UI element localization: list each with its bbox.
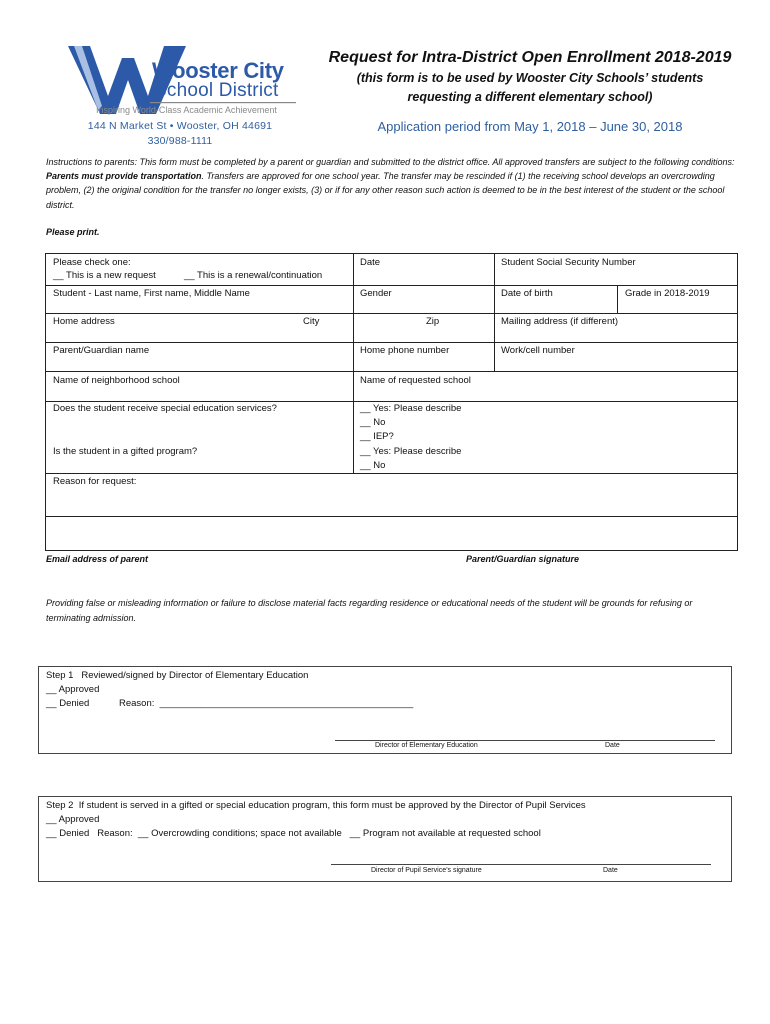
false-information-warning: Providing false or misleading information or failure to disclose material facts regarding residence or educational needs of the student will be grounds for refusing or terminating admission. bbox=[46, 598, 693, 623]
step2-signature-line[interactable] bbox=[331, 864, 711, 865]
step2-denied-option[interactable]: __ Denied Reason: __ Overcrowding conditions; space not available __ Program not available at requested school bbox=[46, 828, 541, 839]
renewal-option[interactable]: __ This is a renewal/continuation bbox=[184, 270, 323, 281]
zip-field[interactable]: Zip bbox=[426, 316, 440, 327]
step2-date-label: Date bbox=[603, 867, 618, 874]
district-logo bbox=[68, 44, 298, 120]
gifted-no-option[interactable]: __ No bbox=[360, 460, 386, 471]
ssn-field[interactable]: Student Social Security Number bbox=[501, 257, 636, 268]
step1-signature-label: Director of Elementary Education bbox=[375, 742, 478, 749]
grade-field[interactable]: Grade in 2018-2019 bbox=[625, 288, 710, 299]
step1-approved-option[interactable]: __ Approved bbox=[46, 684, 100, 695]
special-ed-question: Does the student receive special education services? bbox=[53, 403, 277, 414]
instructions: Instructions to parents: This form must be completed by a parent or guardian and submitted to the district office. All approved transfers are subject to the following conditions: Parents must provide transportation. Transfers are approved for one school year. The transfer may be rescinded if (1) the receiving school develops an overcrowding problem, (2) the original condition for the transfer no longer exists, (3) or if for any other reason such action is deemed to be in the best interest of the student or the school district. bbox=[46, 157, 735, 210]
step2-title: Step 2 If student is served in a gifted or special education program, this form must be approved by the Director of Pupil Services bbox=[46, 800, 586, 811]
parent-email-label: Email address of parent bbox=[46, 554, 149, 564]
step1-box bbox=[38, 666, 732, 754]
city-field[interactable]: City bbox=[303, 316, 320, 327]
parent-signature-label: Parent/Guardian signature bbox=[466, 554, 580, 564]
form-title: Request for Intra-District Open Enrollment 2018-2019 bbox=[328, 49, 732, 66]
gender-field[interactable]: Gender bbox=[360, 288, 392, 299]
parent-name-field[interactable]: Parent/Guardian name bbox=[53, 345, 150, 356]
requested-school-field[interactable]: Name of requested school bbox=[360, 375, 471, 386]
please-print: Please print. bbox=[46, 227, 100, 237]
logo-word-1: Wooster City bbox=[152, 58, 284, 83]
date-field[interactable]: Date bbox=[360, 257, 381, 268]
special-ed-yes-option[interactable]: __ Yes: Please describe bbox=[360, 403, 462, 414]
logo-tagline: Inspiring World-Class Academic Achievement bbox=[96, 105, 277, 115]
step1-reason-field[interactable]: Reason: ________________________________________________ bbox=[119, 698, 414, 709]
logo-word-2: School District bbox=[154, 80, 279, 101]
step1-date-label: Date bbox=[605, 742, 620, 749]
home-phone-field[interactable]: Home phone number bbox=[360, 345, 450, 356]
application-period: Application period from May 1, 2018 – June 30, 2018 bbox=[377, 119, 683, 134]
home-address-field[interactable]: Home address bbox=[53, 316, 115, 327]
dob-field[interactable]: Date of birth bbox=[501, 288, 553, 299]
work-phone-field[interactable]: Work/cell number bbox=[501, 345, 575, 356]
step2-box bbox=[38, 796, 732, 882]
step1-title: Step 1 Reviewed/signed by Director of Elementary Education bbox=[46, 670, 309, 681]
mailing-address-field[interactable]: Mailing address (if different) bbox=[501, 316, 619, 327]
step1-denied-option[interactable]: __ Denied bbox=[46, 698, 90, 709]
form-subtitle-1: (this form is to be used by Wooster City Schools’ students bbox=[356, 71, 704, 85]
step2-approved-option[interactable]: __ Approved bbox=[46, 814, 100, 825]
new-request-option[interactable]: __ This is a new request bbox=[53, 270, 156, 281]
special-ed-iep-option[interactable]: __ IEP? bbox=[360, 431, 394, 442]
reason-for-request-field[interactable]: Reason for request: bbox=[53, 476, 137, 487]
check-one-label: Please check one: bbox=[53, 257, 131, 268]
gifted-yes-option[interactable]: __ Yes: Please describe bbox=[360, 446, 462, 457]
student-name-field[interactable]: Student - Last name, First name, Middle Name bbox=[53, 288, 250, 299]
transport-condition: Parents must provide transportation bbox=[46, 171, 202, 182]
neighborhood-school-field[interactable]: Name of neighborhood school bbox=[53, 375, 180, 386]
form-subtitle-2: requesting a different elementary school) bbox=[407, 90, 653, 104]
district-address: 144 N Market St • Wooster, OH 44691 bbox=[87, 120, 273, 132]
enrollment-form-table bbox=[45, 253, 738, 551]
step2-signature-label: Director of Pupil Service’s signature bbox=[371, 867, 482, 874]
special-ed-no-option[interactable]: __ No bbox=[360, 417, 386, 428]
district-phone: 330/988-1111 bbox=[147, 135, 213, 147]
step1-signature-line[interactable] bbox=[335, 740, 715, 741]
gifted-question: Is the student in a gifted program? bbox=[53, 446, 198, 457]
